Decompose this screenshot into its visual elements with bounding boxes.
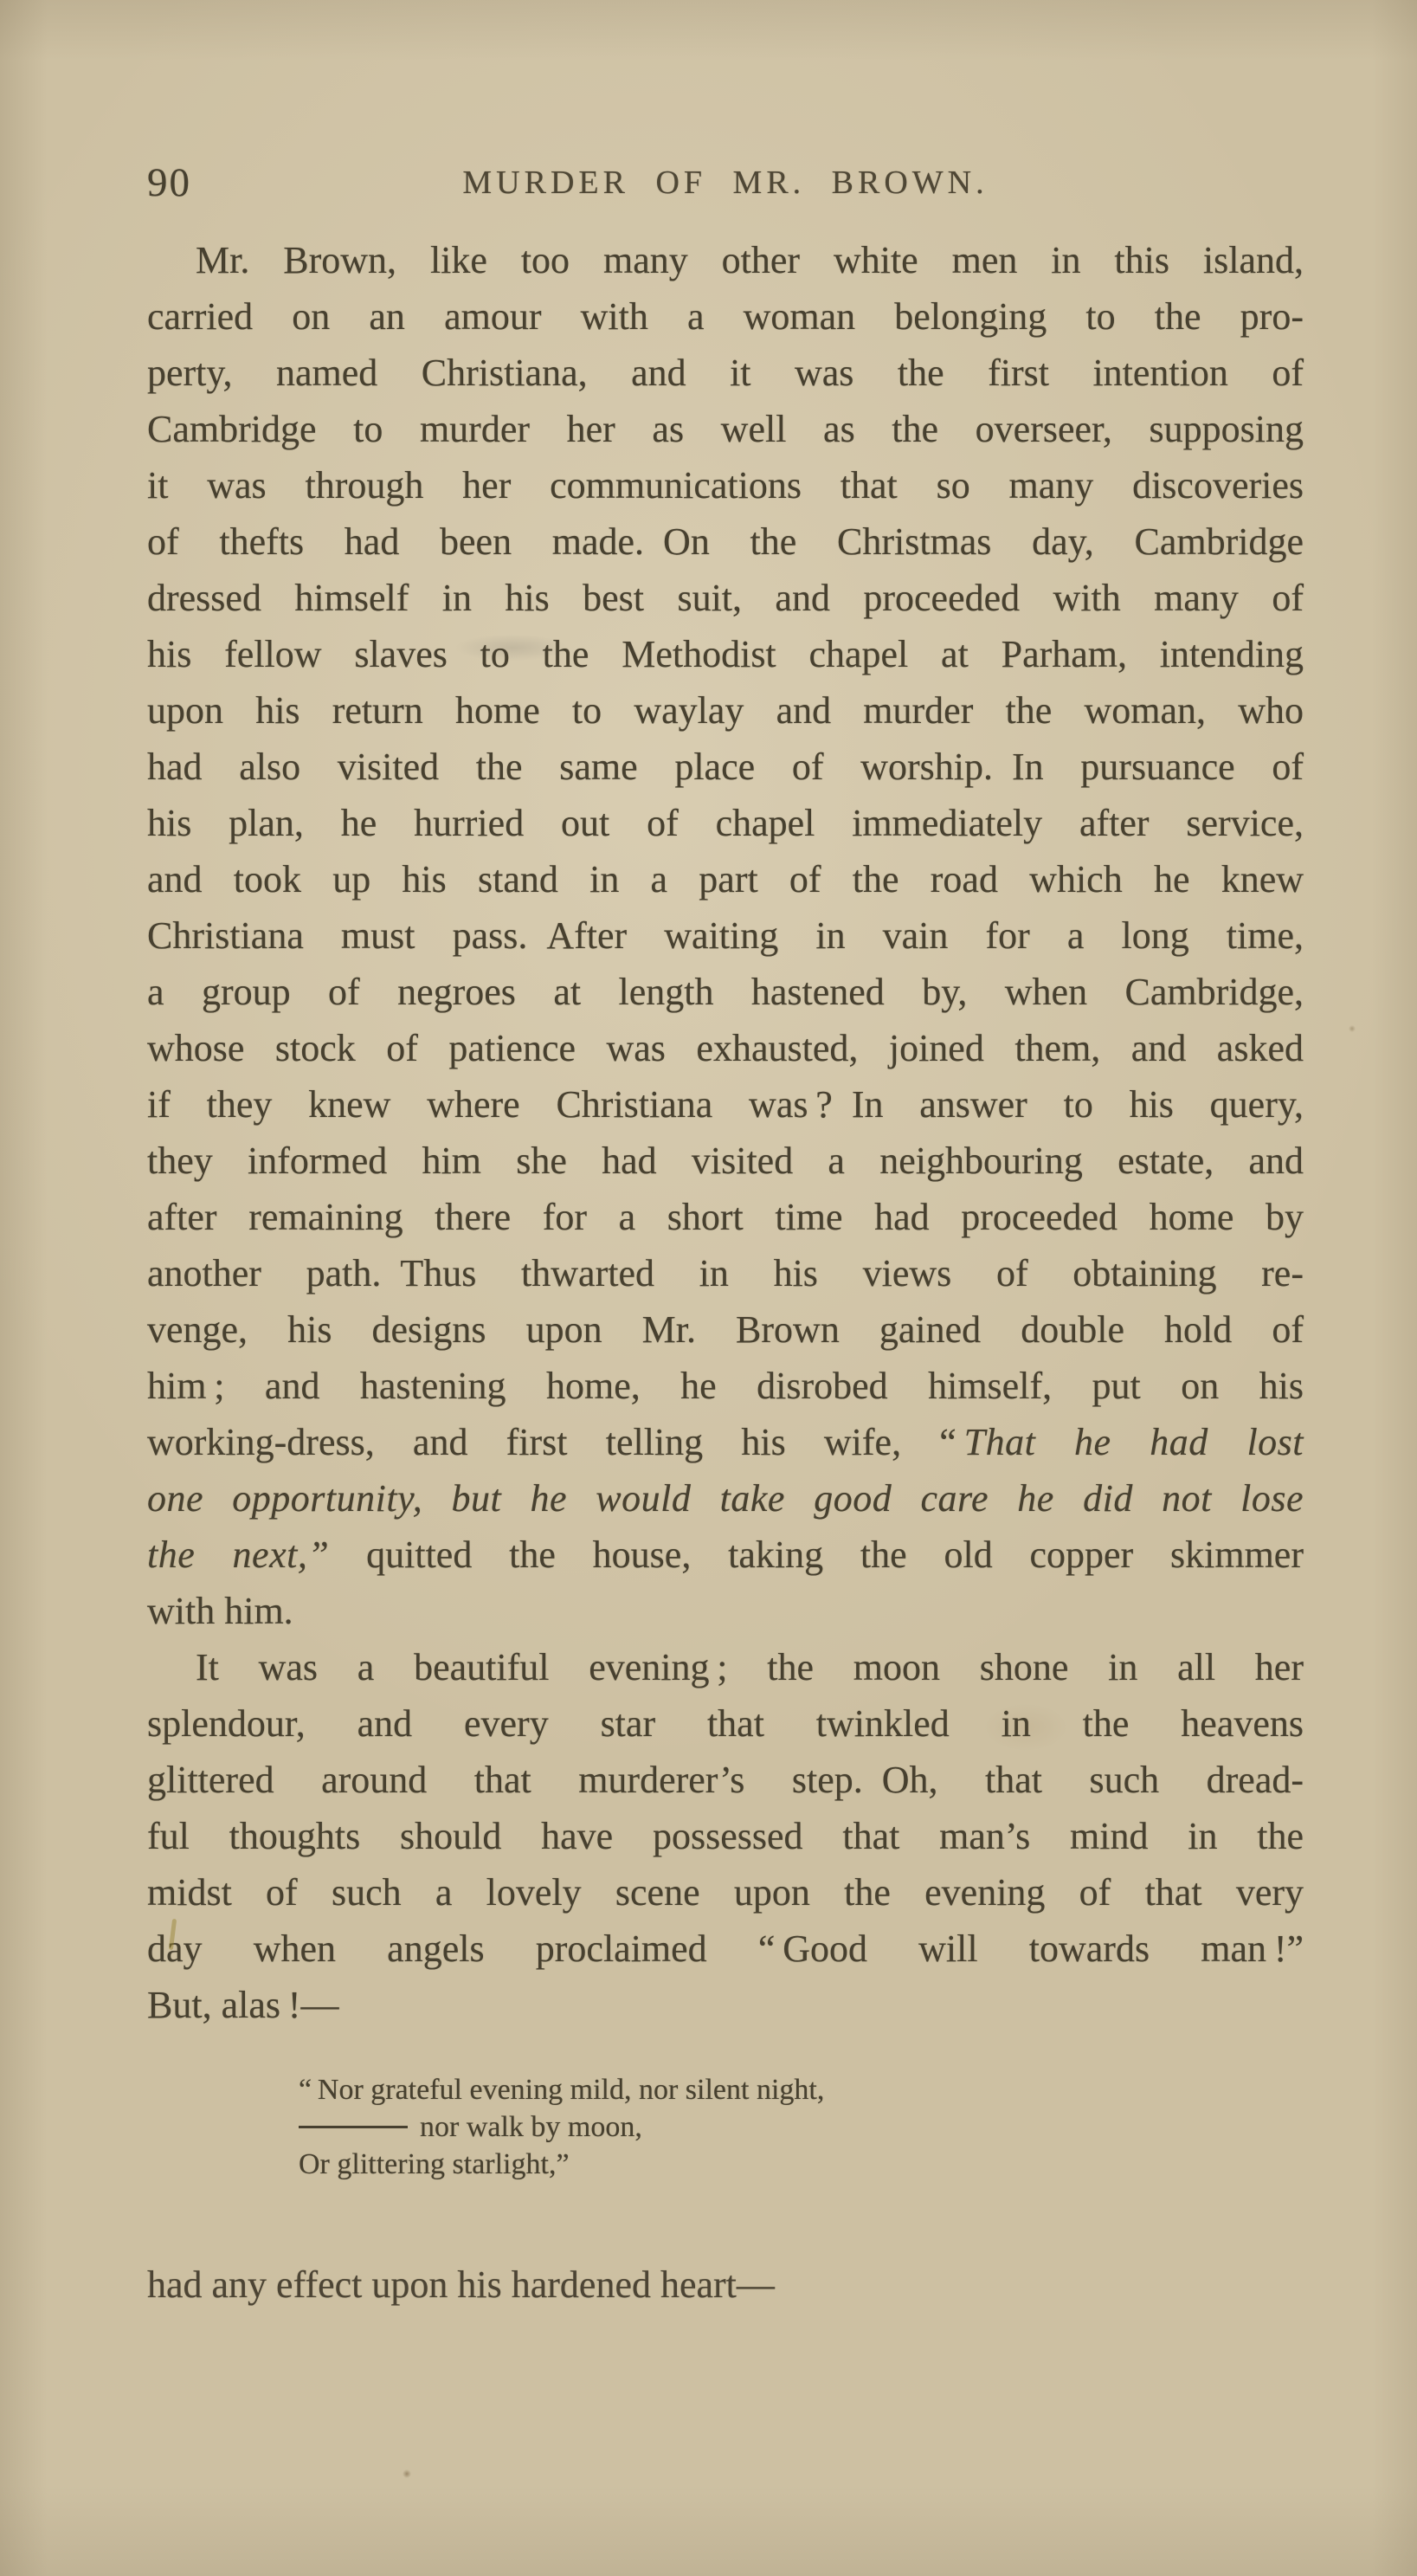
text-segment: a group of negroes at length hastened by, when Cambridge, bbox=[147, 971, 1304, 1013]
page-header bbox=[147, 156, 1304, 210]
text-line bbox=[147, 513, 1304, 570]
text-line bbox=[147, 1133, 1304, 1189]
text-segment: It was a beautiful evening ; the moon shone in all her bbox=[196, 1646, 1304, 1688]
text-segment: day when angels proclaimed “ Good will towards man !” bbox=[147, 1927, 1304, 1970]
text-segment: of thefts had been made. On the Christmas day, Cambridge bbox=[147, 520, 1304, 563]
text-line bbox=[147, 1583, 1304, 1639]
text-line bbox=[147, 1189, 1304, 1245]
text-segment: glittered around that murderer’s step. Oh, that such dread- bbox=[147, 1759, 1304, 1801]
text-segment: upon his return home to waylay and murder the woman, who bbox=[147, 689, 1304, 732]
paragraphs-container bbox=[147, 232, 1304, 2033]
text-line bbox=[299, 2108, 1304, 2146]
text-line bbox=[147, 232, 1304, 288]
text-line bbox=[147, 1301, 1304, 1358]
text-line bbox=[147, 1020, 1304, 1076]
text-line bbox=[147, 1752, 1304, 1808]
text-segment: another path. Thus thwarted in his views of obtaining re- bbox=[147, 1252, 1304, 1294]
italic-text: the next,” bbox=[147, 1533, 330, 1576]
text-segment: his plan, he hurried out of chapel immediately after service, bbox=[147, 802, 1304, 844]
quote-block bbox=[147, 2071, 1304, 2183]
text-segment: and took up his stand in a part of the road which he knew bbox=[147, 858, 1304, 901]
text-segment: whose stock of patience was exhausted, joined them, and asked bbox=[147, 1027, 1304, 1069]
italic-text: That he had lost bbox=[963, 1421, 1304, 1463]
text-segment: ful thoughts should have possessed that man’s mind in the bbox=[147, 1815, 1304, 1857]
text-segment: perty, named Christiana, and it was the first intention of bbox=[147, 352, 1304, 394]
text-segment: carried on an amour with a woman belonging to the pro- bbox=[147, 295, 1304, 338]
running-title: MURDER OF MR. BROWN. bbox=[462, 165, 989, 201]
text-line bbox=[147, 851, 1304, 907]
text-line bbox=[147, 739, 1304, 795]
text-segment: it was through her communications that so many discoveries bbox=[147, 464, 1304, 507]
text-line bbox=[147, 1921, 1304, 1977]
text-segment: working-dress, and first telling his wife, “ bbox=[147, 1421, 964, 1463]
text-line bbox=[147, 682, 1304, 739]
text-segment: venge, his designs upon Mr. Brown gained double hold of bbox=[147, 1308, 1304, 1351]
text-line bbox=[147, 457, 1304, 513]
text-segment: they informed him she had visited a neighbouring estate, and bbox=[147, 1140, 1304, 1182]
body-text bbox=[147, 232, 1304, 2313]
text-segment: dressed himself in his best suit, and proceeded with many of bbox=[147, 577, 1304, 619]
text-segment: after remaining there for a short time had proceeded home by bbox=[147, 1196, 1304, 1238]
text-segment: with him. bbox=[147, 1590, 293, 1632]
text-line bbox=[147, 1470, 1304, 1527]
text-line bbox=[147, 1358, 1304, 1414]
closing-line: had any effect upon his hardened heart— bbox=[147, 2263, 775, 2306]
text-line bbox=[147, 401, 1304, 457]
text-segment: splendour, and every star that twinkled in the heavens bbox=[147, 1702, 1304, 1745]
text-line bbox=[147, 1864, 1304, 1921]
text-line bbox=[147, 1076, 1304, 1133]
text-line bbox=[299, 2071, 1304, 2108]
italic-text: one opportunity, but he would take good care he did not lose bbox=[147, 1477, 1304, 1520]
paragraph bbox=[147, 232, 1304, 1639]
text-segment: “ Nor grateful evening mild, nor silent night, bbox=[299, 2074, 825, 2106]
text-line bbox=[147, 1527, 1304, 1583]
text-line bbox=[147, 964, 1304, 1020]
text-segment: quitted the house, taking the old copper skimmer bbox=[329, 1533, 1304, 1576]
text-line bbox=[147, 907, 1304, 964]
text-segment: nor walk by moon, bbox=[420, 2111, 642, 2143]
text-line bbox=[147, 1414, 1304, 1470]
text-segment: Or glittering starlight,” bbox=[299, 2148, 570, 2180]
text-line bbox=[147, 1639, 1304, 1695]
text-segment: him ; and hastening home, he disrobed himself, put on his bbox=[147, 1365, 1304, 1407]
quote-dash-rule bbox=[299, 2126, 408, 2128]
text-line bbox=[299, 2146, 1304, 2183]
text-segment: had also visited the same place of worship. In pursuance of bbox=[147, 746, 1304, 788]
text-segment: Mr. Brown, like too many other white men in this island, bbox=[196, 239, 1304, 281]
text-line bbox=[147, 288, 1304, 345]
text-line bbox=[147, 1977, 1304, 2033]
text-segment: midst of such a lovely scene upon the evening of that very bbox=[147, 1871, 1304, 1914]
text-segment: Cambridge to murder her as well as the overseer, supposing bbox=[147, 408, 1304, 450]
text-segment: his fellow slaves to the Methodist chapel at Parham, intending bbox=[147, 633, 1304, 675]
text-line bbox=[147, 570, 1304, 626]
page-number: 90 bbox=[147, 160, 191, 205]
text-line bbox=[147, 1245, 1304, 1301]
text-line bbox=[147, 345, 1304, 401]
text-line bbox=[147, 626, 1304, 682]
text-segment: if they knew where Christiana was ? In answer to his query, bbox=[147, 1083, 1304, 1126]
paragraph bbox=[147, 1639, 1304, 2033]
text-segment: Christiana must pass. After waiting in vain for a long time, bbox=[147, 914, 1304, 957]
text-line bbox=[147, 1695, 1304, 1752]
text-line bbox=[147, 1808, 1304, 1864]
text-segment: But, alas !— bbox=[147, 1984, 339, 2026]
text-line bbox=[147, 795, 1304, 851]
